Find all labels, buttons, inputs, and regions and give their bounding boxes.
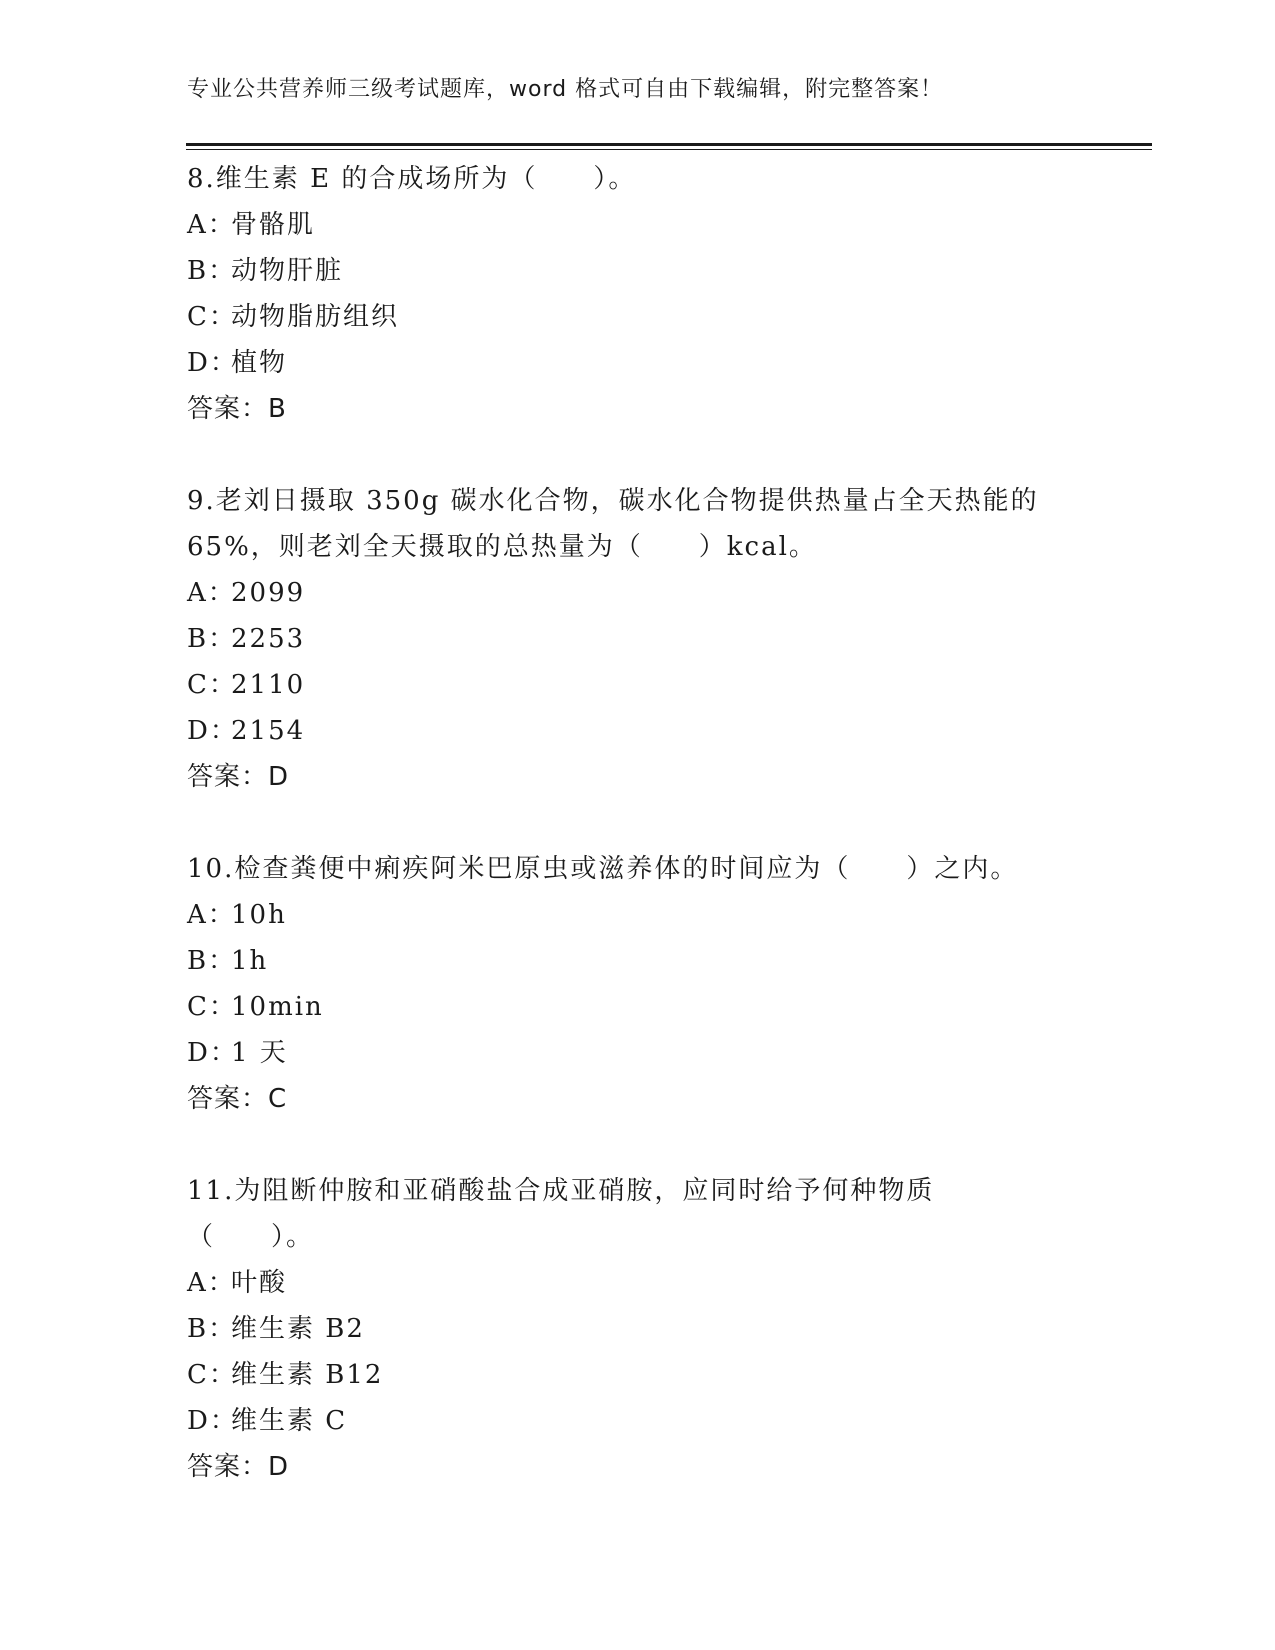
option-key: D：: [187, 716, 238, 746]
option-a: [187, 892, 1087, 938]
header-rule-thin: [186, 149, 1152, 150]
option-b: [187, 938, 1087, 984]
option-a: [187, 570, 1087, 616]
option-text: 骨骼肌: [231, 210, 316, 240]
option-text: 10min: [231, 992, 324, 1022]
option-text: 维生素 B12: [231, 1360, 384, 1390]
option-key: D：: [187, 348, 238, 378]
option-key: D：: [187, 1406, 238, 1436]
question-stem: 10.检查粪便中痢疾阿米巴原虫或滋养体的时间应为（ ）之内。: [187, 854, 1019, 884]
option-text: 10h: [231, 900, 287, 930]
option-b: [187, 616, 1087, 662]
option-text: 1 天: [231, 1038, 288, 1068]
option-key: B：: [187, 256, 237, 286]
answer-line: 答案：D: [187, 762, 290, 792]
question-11: [187, 1168, 1087, 1490]
option-key: A：: [187, 210, 236, 240]
question-stem: 11.为阻断仲胺和亚硝酸盐合成亚硝胺，应同时给予何种物质（ ）。: [187, 1176, 935, 1252]
option-text: 2154: [231, 716, 306, 746]
option-a: [187, 1260, 1087, 1306]
option-key: B：: [187, 946, 237, 976]
option-c: [187, 984, 1087, 1030]
option-a: [187, 202, 1087, 248]
option-d: [187, 1398, 1087, 1444]
answer-line: 答案：C: [187, 1084, 288, 1114]
question-stem: 9.老刘日摄取 350g 碳水化合物，碳水化合物提供热量占全天热能的 65%，则老刘全天摄取的总热量为（ ）kcal。: [187, 486, 1039, 562]
option-b: [187, 248, 1087, 294]
option-key: A：: [187, 900, 236, 930]
option-text: 2253: [231, 624, 306, 654]
spacer: [187, 1122, 1087, 1168]
option-text: 维生素 B2: [231, 1314, 365, 1344]
option-text: 植物: [231, 348, 288, 378]
option-d: [187, 1030, 1087, 1076]
question-10: [187, 846, 1087, 1122]
spacer: [187, 800, 1087, 846]
option-text: 维生素 C: [231, 1406, 348, 1436]
option-b: [187, 1306, 1087, 1352]
header-rule-thick: [186, 143, 1152, 146]
option-text: 1h: [231, 946, 269, 976]
option-text: 2110: [231, 670, 306, 700]
option-key: C：: [187, 670, 237, 700]
option-text: 2099: [231, 578, 306, 608]
page-header: 专业公共营养师三级考试题库，word 格式可自由下载编辑，附完整答案！: [187, 77, 944, 102]
question-8: [187, 156, 1087, 432]
question-9: [187, 478, 1087, 800]
option-key: A：: [187, 578, 236, 608]
option-key: D：: [187, 1038, 238, 1068]
option-text: 动物脂肪组织: [231, 302, 400, 332]
option-text: 叶酸: [231, 1268, 288, 1298]
option-key: B：: [187, 624, 237, 654]
option-d: [187, 340, 1087, 386]
answer-line: 答案：D: [187, 1452, 290, 1482]
option-key: A：: [187, 1268, 236, 1298]
option-c: [187, 662, 1087, 708]
option-d: [187, 708, 1087, 754]
option-key: C：: [187, 992, 237, 1022]
question-list: [187, 156, 1087, 1490]
option-key: C：: [187, 302, 237, 332]
spacer: [187, 432, 1087, 478]
option-key: C：: [187, 1360, 237, 1390]
option-text: 动物肝脏: [231, 256, 344, 286]
option-key: B：: [187, 1314, 237, 1344]
option-c: [187, 294, 1087, 340]
question-stem: 8.维生素 E 的合成场所为（ ）。: [187, 164, 637, 194]
answer-line: 答案：B: [187, 394, 287, 424]
option-c: [187, 1352, 1087, 1398]
